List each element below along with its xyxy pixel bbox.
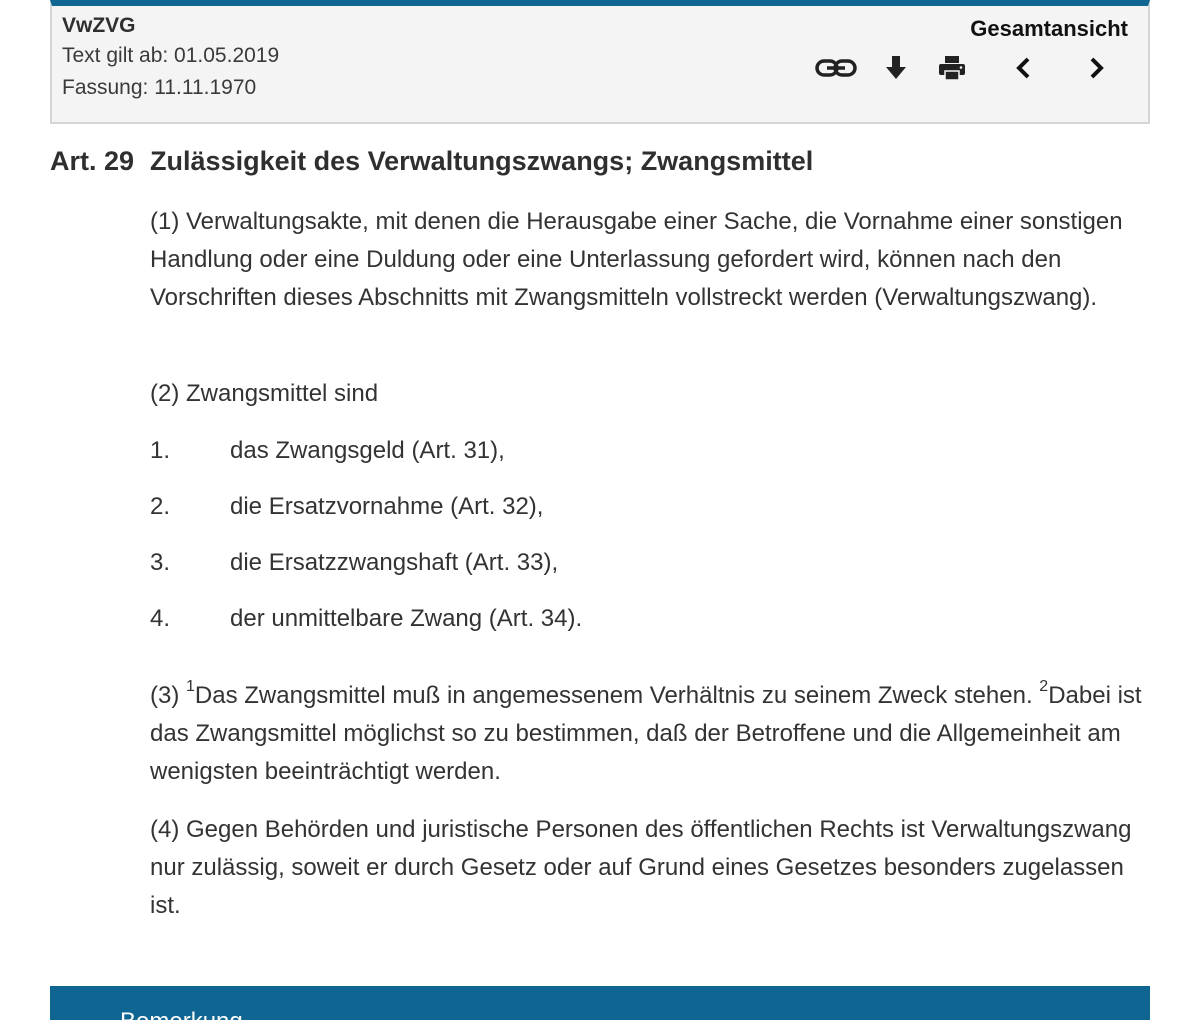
paragraph-3 <box>150 677 1150 791</box>
list-item <box>150 601 1150 637</box>
link-icon[interactable] <box>814 50 858 86</box>
article-title: Zulässigkeit des Verwaltungszwangs; Zwangsmittel <box>150 146 814 176</box>
list-item <box>150 545 1150 581</box>
list-item-text: der unmittelbare Zwang (Art. 34). <box>230 605 583 632</box>
list-item-text: die Ersatzvornahme (Art. 32), <box>230 493 544 520</box>
list-item-text: das Zwangsgeld (Art. 31), <box>230 437 505 464</box>
paragraph-1: (1) Verwaltungsakte, mit denen die Herausgabe einer Sache, die Vornahme einer sonstigen Handlung oder eine Duldung oder eine Unterlassung gefordert wird, können nach den Vorschriften dieses Abschnitts mit Zwangsmitteln vollstreckt werden (Verwaltungszwang). <box>150 208 1123 311</box>
sentence-2-marker: 2 <box>1039 678 1049 695</box>
chevron-left-icon[interactable] <box>1002 50 1046 86</box>
paragraph-3-sentence-1: Das Zwangsmittel muß in angemessenem Verhältnis zu seinem Zweck stehen. <box>194 682 1033 709</box>
version-date: Fassung: 11.11.1970 <box>62 76 257 99</box>
paragraph-3-sentence-2: Dabei ist das Zwangsmittel möglichst so zu bestimmen, daß der Betroffene und die Allgemeinheit am wenigsten beeinträchtigt werden. <box>150 682 1142 785</box>
paragraph-4: (4) Gegen Behörden und juristische Personen des öffentlichen Rechts ist Verwaltungszwang nur zulässig, soweit er durch Gesetz oder auf Grund eines Gesetzes besonders zugelassen ist. <box>150 816 1132 919</box>
list-item-number: 1. <box>150 437 171 464</box>
list-item-number: 2. <box>150 493 171 520</box>
overview-link[interactable]: Gesamtansicht <box>970 16 1128 41</box>
chevron-right-icon[interactable] <box>1074 50 1118 86</box>
paragraph-3-label: (3) <box>150 682 180 709</box>
download-icon[interactable] <box>874 50 918 86</box>
list-item-text: die Ersatzzwangshaft (Art. 33), <box>230 549 559 576</box>
list-item-number: 4. <box>150 605 171 632</box>
paragraph-2: (2) Zwangsmittel sind <box>150 380 379 407</box>
article-heading <box>50 146 813 177</box>
footer-bar <box>50 986 1150 1035</box>
sentence-1-marker: 1 <box>186 678 195 695</box>
footer-heading: Bemerkung <box>120 1008 243 1035</box>
document-header <box>50 0 1150 124</box>
print-icon[interactable] <box>930 50 974 86</box>
list-item <box>150 433 1150 469</box>
list-item <box>150 489 1150 525</box>
article-number: Art. 29 <box>50 146 135 176</box>
valid-from-date: Text gilt ab: 01.05.2019 <box>62 44 280 67</box>
law-abbreviation: VwZVG <box>62 14 136 37</box>
list-item-number: 3. <box>150 549 171 576</box>
